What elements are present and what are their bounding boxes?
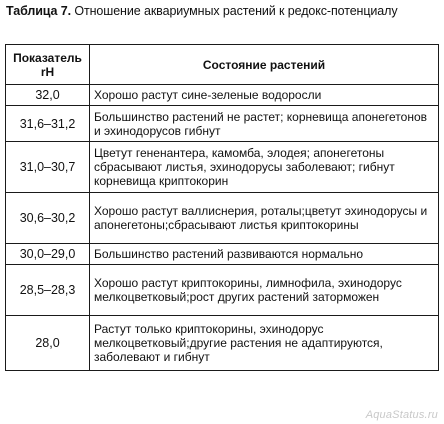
caption-label: Таблица 7. (6, 4, 71, 18)
table-row (6, 106, 439, 142)
rh-value: 30,0–29,0 (6, 244, 90, 265)
table-row (6, 85, 439, 106)
table-row (6, 316, 439, 371)
header-row (6, 45, 439, 85)
plant-state: Растут только криптокорины, эхинодорус мелкоцветковый;другие растения не адаптируются, заболевают и гибнут (90, 316, 439, 371)
plant-state: Хорошо растут валлиснерия, роталы;цветут эхинодорусы и апонегетоны;сбрасывают листья криптокорины (90, 193, 439, 244)
plant-state: Большинство растений не растет; корневища апонегетонов и эхинодорусов гибнут (90, 106, 439, 142)
header-rh-line2: rH (40, 64, 55, 79)
table-row (6, 193, 439, 244)
table-row (6, 265, 439, 316)
plant-state: Хорошо растут сине-зеленые водоросли (90, 85, 439, 106)
rh-value: 32,0 (6, 85, 90, 106)
header-rh-line1: Показатель (13, 50, 82, 65)
table-row (6, 244, 439, 265)
caption-text: Отношение аквариумных растений к редокс-потенциалу (71, 4, 398, 18)
header-state: Состояние растений (90, 45, 439, 85)
watermark: AquaStatus.ru (365, 409, 438, 421)
plant-state: Большинство растений развиваются нормально (90, 244, 439, 265)
header-rh (6, 45, 90, 85)
rh-value: 30,6–30,2 (6, 193, 90, 244)
rh-value: 31,0–30,7 (6, 142, 90, 193)
rh-value: 31,6–31,2 (6, 106, 90, 142)
rh-value: 28,5–28,3 (6, 265, 90, 316)
rh-value: 28,0 (6, 316, 90, 371)
plant-state: Хорошо растут криптокорины, лимнофила, эхинодорус мелкоцветковый;рост других растений заторможен (90, 265, 439, 316)
table-caption (6, 3, 438, 19)
redox-table (5, 44, 439, 371)
plant-state: Цветут гененантера, камомба, элодея; апонегетоны сбрасывают листья, эхинодорусы заболевают; гибнут корневища криптокорин (90, 142, 439, 193)
table-row (6, 142, 439, 193)
